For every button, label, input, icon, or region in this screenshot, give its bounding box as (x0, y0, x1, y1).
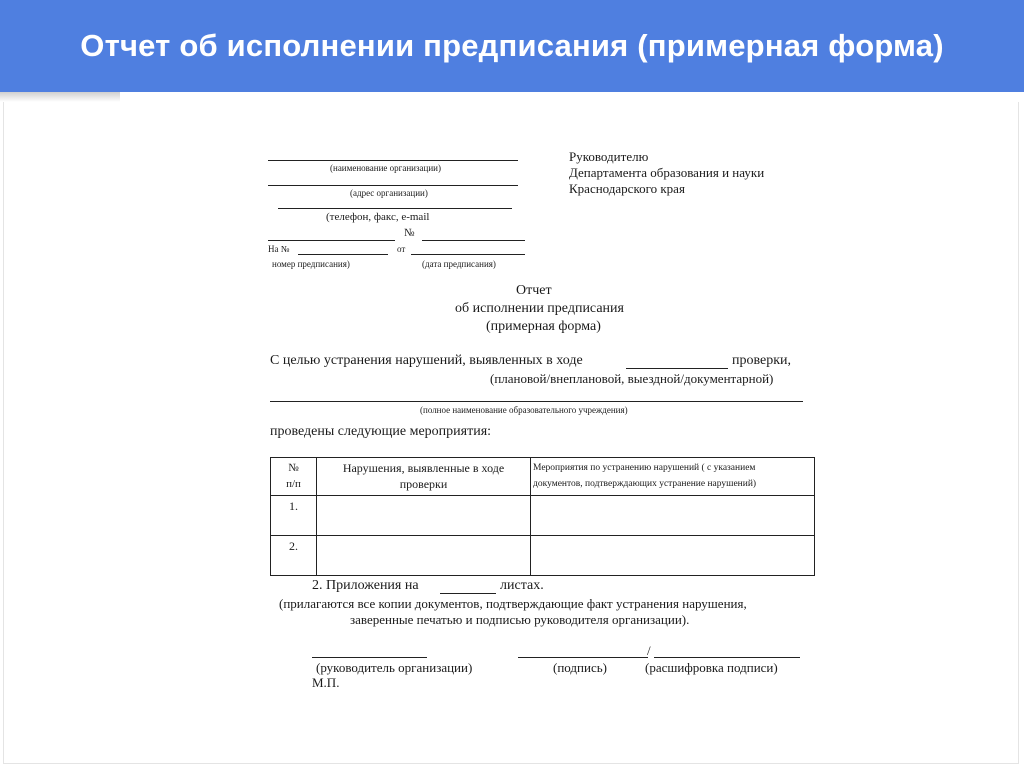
decryption-label: (расшифровка подписи) (645, 660, 778, 675)
contacts-label: (телефон, факс, e-mail (326, 211, 430, 223)
org-address-label: (адрес организации) (350, 188, 428, 198)
doc-number-line-right (422, 240, 525, 241)
col-measures-header-line-1: Мероприятия по устранению нарушений ( с указанием (533, 463, 756, 473)
org-name-line (268, 160, 518, 161)
head-label: (руководитель организации) (316, 660, 473, 675)
measure-cell (531, 496, 815, 536)
measures-intro: проведены следующие мероприятия: (270, 424, 492, 439)
table-header-row (271, 458, 815, 496)
measures-table (270, 457, 815, 576)
col-number-header (271, 458, 317, 496)
institution-name-line (270, 401, 803, 402)
inspection-type-hint: (плановой/внеплановой, выездной/документарной) (490, 371, 774, 386)
col-violations-header (317, 458, 531, 496)
col-violations-header-line-1: Нарушения, выявленные в ходе (342, 461, 505, 475)
prescription-number-line (298, 254, 388, 255)
slide-title: Отчет об исполнении предписания (примерная форма) (80, 28, 944, 63)
attachment-pages-line (440, 593, 496, 594)
addressee-line-2: Департамента образования и науки (569, 165, 765, 180)
violation-cell (317, 496, 531, 536)
addressee-line-3: Краснодарского края (569, 181, 685, 196)
prescription-date-line (411, 254, 525, 255)
signature-line (518, 657, 648, 658)
org-address-line (268, 185, 518, 186)
addressee-line-1: Руководителю (569, 149, 649, 164)
row-number-cell: 1. (271, 496, 317, 536)
violation-cell (317, 536, 531, 576)
attachments-note-2: заверенные печатью и подписью руководителя организации). (350, 612, 690, 627)
inspection-type-line (626, 368, 728, 369)
contacts-line (278, 208, 512, 209)
table-row (271, 536, 815, 576)
head-signature-line (312, 657, 427, 658)
col-number-header-line-1: № (288, 462, 299, 474)
on-number-text: На № (268, 244, 290, 254)
col-measures-header-line-2: документов, подтверждающих устранение нарушений) (533, 479, 757, 489)
signature-label: (подпись) (553, 660, 607, 675)
report-heading-1: Отчет (516, 283, 552, 298)
col-measures-header (531, 458, 815, 496)
purpose-text-end: проверки, (732, 353, 792, 368)
attachments-text-start: 2. Приложения на (312, 578, 419, 593)
prescription-number-label: номер предписания) (272, 259, 350, 269)
org-name-label: (наименование организации) (330, 163, 441, 173)
prescription-date-label: (дата предписания) (422, 259, 496, 269)
signature-slash: / (647, 643, 651, 658)
row-number-cell: 2. (271, 536, 317, 576)
col-violations-header-line-2: проверки (399, 477, 448, 491)
measure-cell (531, 536, 815, 576)
from-text: от (397, 244, 406, 254)
report-heading-3: (примерная форма) (486, 319, 601, 334)
attachments-text-end: листах. (500, 578, 544, 593)
number-sign: № (404, 227, 415, 239)
attachments-note-1: (прилагаются все копии документов, подтверждающие факт устранения нарушения, (279, 596, 747, 611)
report-heading-2: об исполнении предписания (455, 301, 624, 316)
table-row (271, 496, 815, 536)
institution-hint: (полное наименование образовательного учреждения) (420, 405, 628, 415)
purpose-text-start: С целью устранения нарушений, выявленных в ходе (270, 353, 583, 368)
stamp-place: М.П. (312, 675, 340, 690)
col-number-header-line-2: п/п (286, 478, 301, 490)
decryption-line (654, 657, 800, 658)
doc-number-line-left (268, 240, 395, 241)
